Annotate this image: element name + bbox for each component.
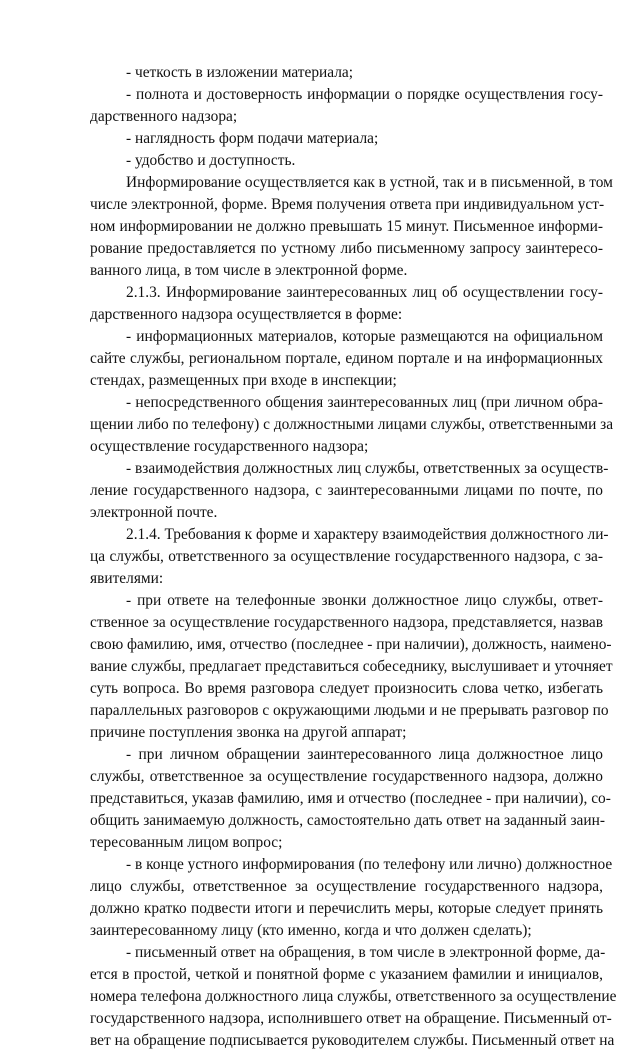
text-line: общить занимаемую должность, самостоятельно дать ответ на заданный заин- xyxy=(90,812,605,829)
text-line: - полнота и достоверность информации о порядке осуществления госу- xyxy=(126,86,603,103)
text-line: ванного лица, в том числе в электронной форме. xyxy=(90,262,408,279)
text-line: вет на обращение подписывается руководителем службы. Письменный ответ на xyxy=(90,1032,615,1049)
text-line: номера телефона должностного лица службы, ответственного за осуществление xyxy=(90,988,617,1005)
text-line: представиться, указав фамилию, имя и отчество (последнее - при наличии), со- xyxy=(90,790,611,807)
text-line: щении либо по телефону) с должностными лицами службы, ответственными за xyxy=(90,416,614,433)
text-line: вание службы, предлагает представиться собеседнику, выслушивает и уточняет xyxy=(90,658,613,675)
text-line: дарственного надзора осуществляется в форме: xyxy=(90,306,403,323)
text-line: Информирование осуществляется как в устной, так и в письменной, в том xyxy=(126,174,613,191)
text-line: - при личном обращении заинтересованного лица должностное лицо xyxy=(126,746,603,763)
text-line: - при ответе на телефонные звонки должностное лицо службы, ответ- xyxy=(126,592,603,609)
text-line: свою фамилию, имя, отчество (последнее - при наличии), должность, наимено- xyxy=(90,636,612,653)
text-line: параллельных разговоров с окружающими людьми и не прерывать разговор по xyxy=(90,702,609,719)
text-line: - письменный ответ на обращения, в том числе в электронной форме, да- xyxy=(126,944,606,961)
text-line: причине поступления звонка на другой аппарат; xyxy=(90,724,407,741)
text-line: лицо службы, ответственное за осуществление государственного надзора, xyxy=(90,878,603,895)
text-line: электронной почте. xyxy=(90,504,218,521)
text-line: 2.1.3. Информирование заинтересованных лиц об осуществлении госу- xyxy=(126,284,603,301)
text-line: ственное за осуществление государственного надзора, представляется, назвав xyxy=(90,614,603,631)
text-line: заинтересованному лицу (кто именно, когда и что должен сделать); xyxy=(90,922,532,939)
text-line: - информационных материалов, которые размещаются на официальном xyxy=(126,328,603,345)
text-line: - удобство и доступность. xyxy=(126,152,296,169)
text-line: - непосредственного общения заинтересованных лиц (при личном обра- xyxy=(126,394,603,411)
text-line: - четкость в изложении материала; xyxy=(126,64,354,81)
text-line: - взаимодействия должностных лиц службы, ответственных за осуществ- xyxy=(126,460,609,477)
text-line: должно кратко подвести итоги и перечислить меры, которые следует принять xyxy=(90,900,603,917)
text-line: дарственного надзора; xyxy=(90,108,238,125)
text-line: - в конце устного информирования (по телефону или лично) должностное xyxy=(126,856,613,873)
text-line: ном информировании не должно превышать 15 минут. Письменное информи- xyxy=(90,218,603,235)
text-line: стендах, размещенных при входе в инспекции; xyxy=(90,372,397,389)
text-line: тересованным лицом вопрос; xyxy=(90,834,283,851)
text-line: сайте службы, региональном портале, едином портале и на информационных xyxy=(90,350,603,367)
text-line: суть вопроса. Во время разговора следует произносить слова четко, избегать xyxy=(90,680,603,697)
text-line: осуществление государственного надзора; xyxy=(90,438,369,455)
text-line: ление государственного надзора, с заинтересованными лицами по почте, по xyxy=(90,482,603,499)
text-line: службы, ответственное за осуществление государственного надзора, должно xyxy=(90,768,603,785)
text-line: явителями: xyxy=(90,570,164,587)
text-line: государственного надзора, исполнившего ответ на обращение. Письменный от- xyxy=(90,1010,612,1027)
text-line: ца службы, ответственного за осуществление государственного надзора, с за- xyxy=(90,548,603,565)
text-line: ется в простой, четкой и понятной форме с указанием фамилии и инициалов, xyxy=(90,966,603,983)
text-line: числе электронной, форме. Время получения ответа при индивидуальном уст- xyxy=(90,196,605,213)
text-line: рование предоставляется по устному либо письменному запросу заинтересо- xyxy=(90,240,603,257)
text-line: 2.1.4. Требования к форме и характеру взаимодействия должностного ли- xyxy=(126,526,609,543)
text-line: - наглядность форм подачи материала; xyxy=(126,130,379,147)
